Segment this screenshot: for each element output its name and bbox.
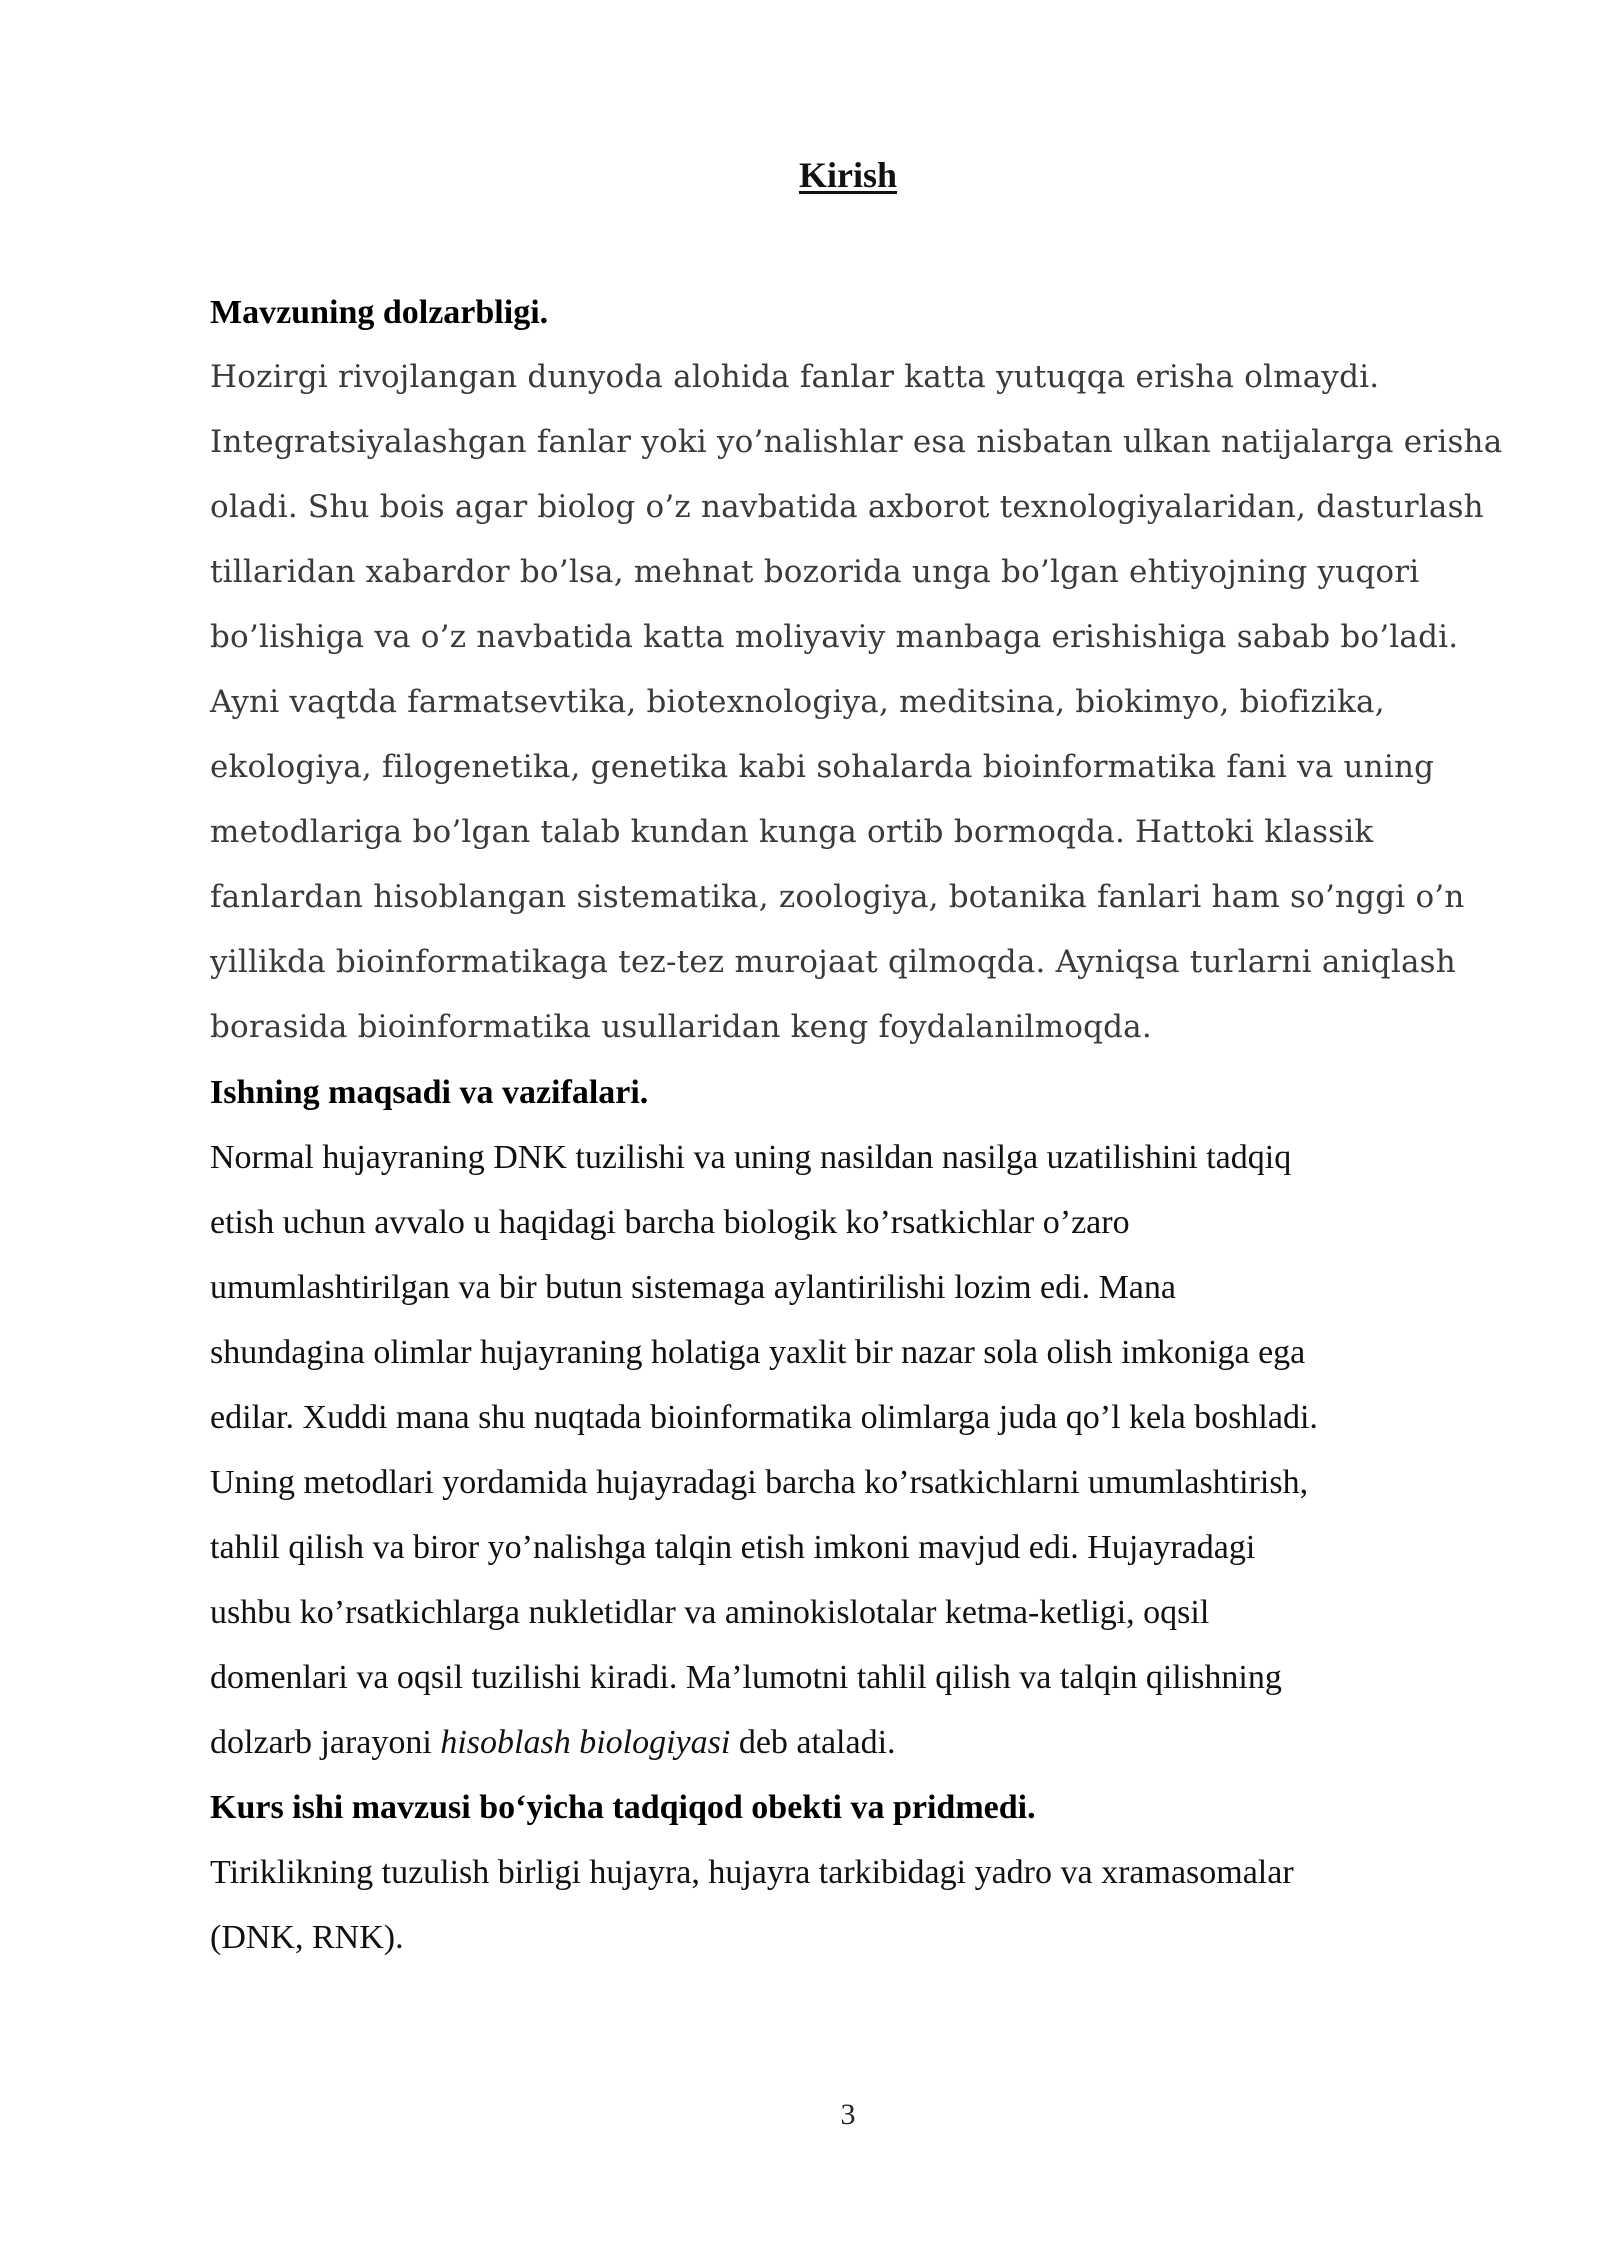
text-line: tillaridan xabardor bo’lsa, mehnat bozorida unga bo’lgan ehtiyojning yuqori — [210, 554, 1420, 590]
text-line: shundagina olimlar hujayraning holatiga yaxlit bir nazar sola olish imkoniga ega — [210, 1334, 1306, 1371]
text-line: edilar. Xuddi mana shu nuqtada bioinformatika olimlarga juda qo’l kela boshladi. — [210, 1399, 1318, 1436]
text-line: domenlari va oqsil tuzilishi kiradi. Ma’lumotni tahlil qilish va talqin qilishning — [210, 1659, 1282, 1696]
text-line: fanlardan hisoblangan sistematika, zoologiya, botanika fanlari ham so’nggi o’n — [210, 879, 1465, 915]
text-line: Integratsiyalashgan fanlar yoki yo’nalishlar esa nisbatan ulkan natijalarga erisha — [210, 424, 1503, 460]
section-heading-relevance: Mavzuning dolzarbligi. — [210, 294, 549, 331]
text-line: etish uchun avvalo u haqidagi barcha biologik ko’rsatkichlar o’zaro — [210, 1204, 1130, 1241]
text-line: yillikda bioinformatikaga tez-tez murojaat qilmoqda. Ayniqsa turlarni aniqlash — [210, 944, 1456, 980]
paragraph-relevance — [210, 345, 1503, 1060]
text-line: borasida bioinformatika usullaridan keng foydalanilmoqda. — [210, 1009, 1152, 1045]
page-title: Kirish — [798, 155, 897, 195]
section-heading-object: Kurs ishi mavzusi bo‘yicha tadqiqod obekti va pridmedi. — [210, 1789, 1036, 1826]
page-number: 3 — [840, 2098, 856, 2131]
text-line: Normal hujayraning DNK tuzilishi va uning nasildan nasilga uzatilishini tadqiq — [210, 1139, 1292, 1176]
emphasized-term: hisoblash biologiyasi — [440, 1724, 731, 1761]
paragraph-goals — [210, 1125, 1500, 1775]
text-line: Uning metodlari yordamida hujayradagi barcha ko’rsatkichlarni umumlashtirish, — [210, 1464, 1309, 1501]
text-line: ekologiya, filogenetika, genetika kabi sohalarda bioinformatika fani va uning — [210, 749, 1435, 785]
text-fragment: deb ataladi. — [730, 1724, 896, 1761]
text-line: Ayni vaqtda farmatsevtika, biotexnologiya, meditsina, biokimyo, biofizika, — [210, 684, 1385, 720]
text-fragment: dolzarb jarayoni — [210, 1724, 441, 1761]
text-line: (DNK, RNK). — [210, 1919, 404, 1956]
document-body — [210, 280, 1503, 1970]
text-line: umumlashtirilgan va bir butun sistemaga aylantirilishi lozim edi. Mana — [210, 1269, 1176, 1306]
text-line: metodlariga bo’lgan talab kundan kunga ortib bormoqda. Hattoki klassik — [210, 814, 1374, 850]
section-heading-goals: Ishning maqsadi va vazifalari. — [210, 1074, 649, 1111]
text-line: Hozirgi rivojlangan dunyoda alohida fanlar katta yutuqqa erisha olmaydi. — [210, 359, 1380, 395]
text-line-with-emphasis — [210, 1710, 1500, 1775]
text-line: ushbu ko’rsatkichlarga nukletidlar va aminokislotalar ketma-ketligi, oqsil — [210, 1594, 1210, 1631]
text-line: oladi. Shu bois agar biolog o’z navbatida axborot texnologiyalaridan, dasturlash — [210, 489, 1484, 525]
text-line: Tiriklikning tuzulish birligi hujayra, hujayra tarkibidagi yadro va xramasomalar — [210, 1854, 1294, 1891]
text-line: bo’lishiga va o’z navbatida katta moliyaviy manbaga erishishiga sabab bo’ladi. — [210, 619, 1459, 655]
paragraph-object — [210, 1840, 1500, 1970]
text-line: tahlil qilish va biror yo’nalishga talqin etish imkoni mavjud edi. Hujayradagi — [210, 1529, 1256, 1566]
